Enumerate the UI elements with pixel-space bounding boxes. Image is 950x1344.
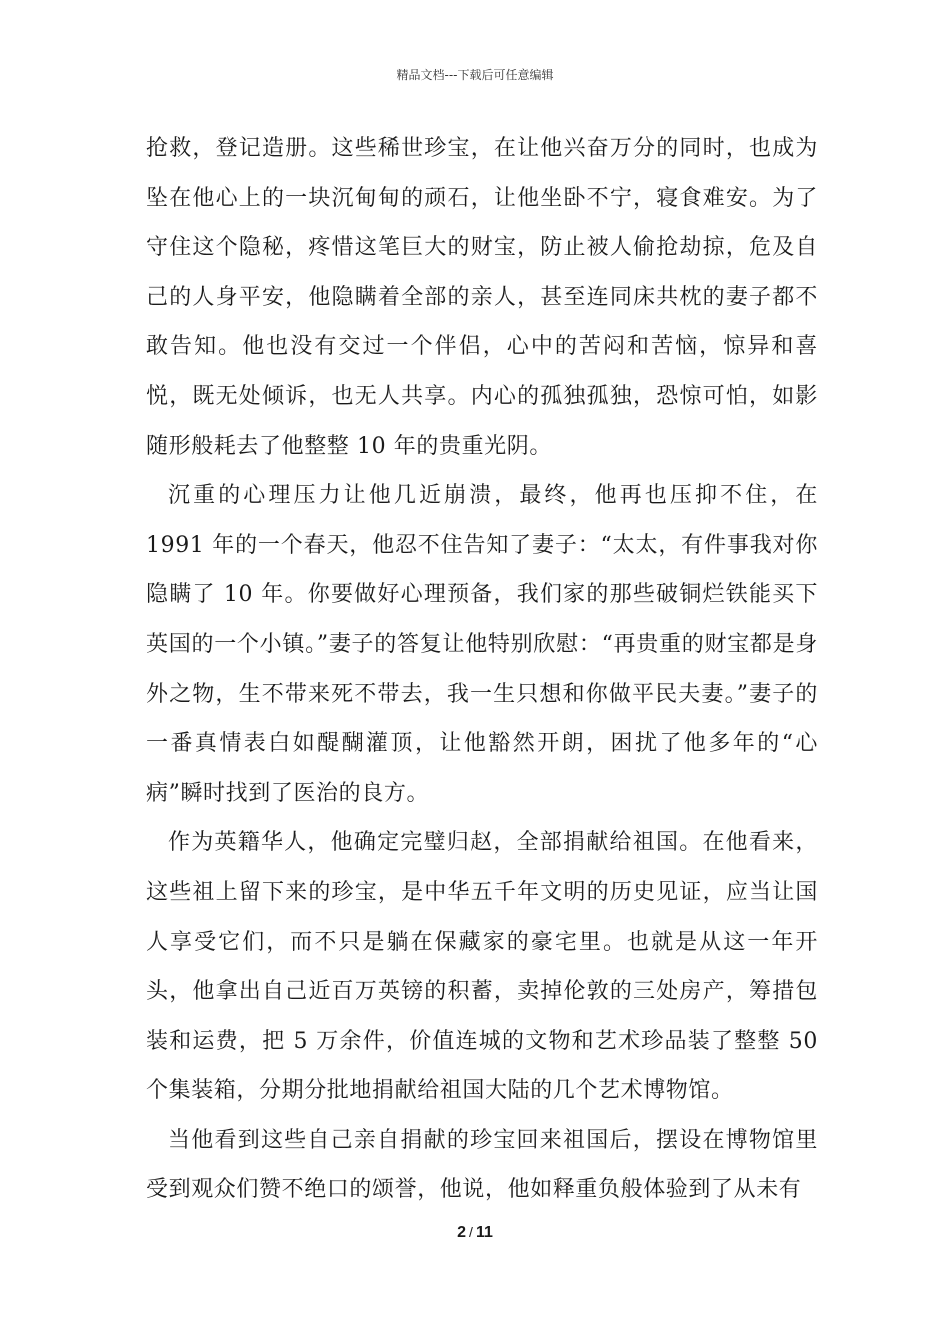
page-header: 精品文档---下载后可任意编辑 (396, 68, 554, 82)
paragraph-2: 沉重的心理压力让他几近崩溃，最终，他再也压抑不住，在 1991 年的一个春天，他忍不住告知了妻子：“太太，有件事我对你隐瞒了 10 年。你要做好心理预备，我们家的那些破铜烂铁能买下英国的一个小镇。”妻子的答复让他特别欣慰：“再贵重的财宝都是身外之物，生不带来死不带去，我一生只想和你做平民夫妻。”妻子的一番真情表白如醍醐灌顶，让他豁然开朗，困扰了他多年的“心病”瞬时找到了医治的良方。 (146, 483, 818, 806)
current-page-number: 2 (457, 1224, 467, 1241)
body-text (146, 124, 818, 1215)
paragraph-4: 当他看到这些自己亲自捐献的珍宝回来祖国后，摆设在博物馆里受到观众们赞不绝口的颂誉，他说，他如释重负般体验到了从未有 (146, 1127, 818, 1203)
paragraph-3: 作为英籍华人，他确定完璧归赵，全部捐献给祖国。在他看来，这些祖上留下来的珍宝，是中华五千年文明的历史见证，应当让国人享受它们，而不只是躺在保藏家的豪宅里。也就是从这一年开头，他拿出自己近百万英镑的积蓄，卖掉伦敦的三处房产，筹措包装和运费，把 5 万余件，价值连城的文物和艺术珍品装了整整 50 个集装箱，分期分批地捐献给祖国大陆的几个艺术博物馆。 (146, 830, 818, 1104)
paragraph-1: 抢救，登记造册。这些稀世珍宝，在让他兴奋万分的同时，也成为坠在他心上的一块沉甸甸的顽石，让他坐卧不宁，寝食难安。为了守住这个隐秘，疼惜这笔巨大的财宝，防止被人偷抢劫掠，危及自己的人身平安，他隐瞒着全部的亲人，甚至连同床共枕的妻子都不敢告知。他也没有交过一个伴侣，心中的苦闷和苦恼，惊异和喜悦，既无处倾诉，也无人共享。内心的孤独孤独，恐惊可怕，如影随形般耗去了他整整 10 年的贵重光阴。 (146, 136, 818, 459)
page-number (0, 1224, 950, 1242)
page-separator: / (469, 1224, 473, 1240)
total-pages-number: 11 (475, 1224, 493, 1241)
